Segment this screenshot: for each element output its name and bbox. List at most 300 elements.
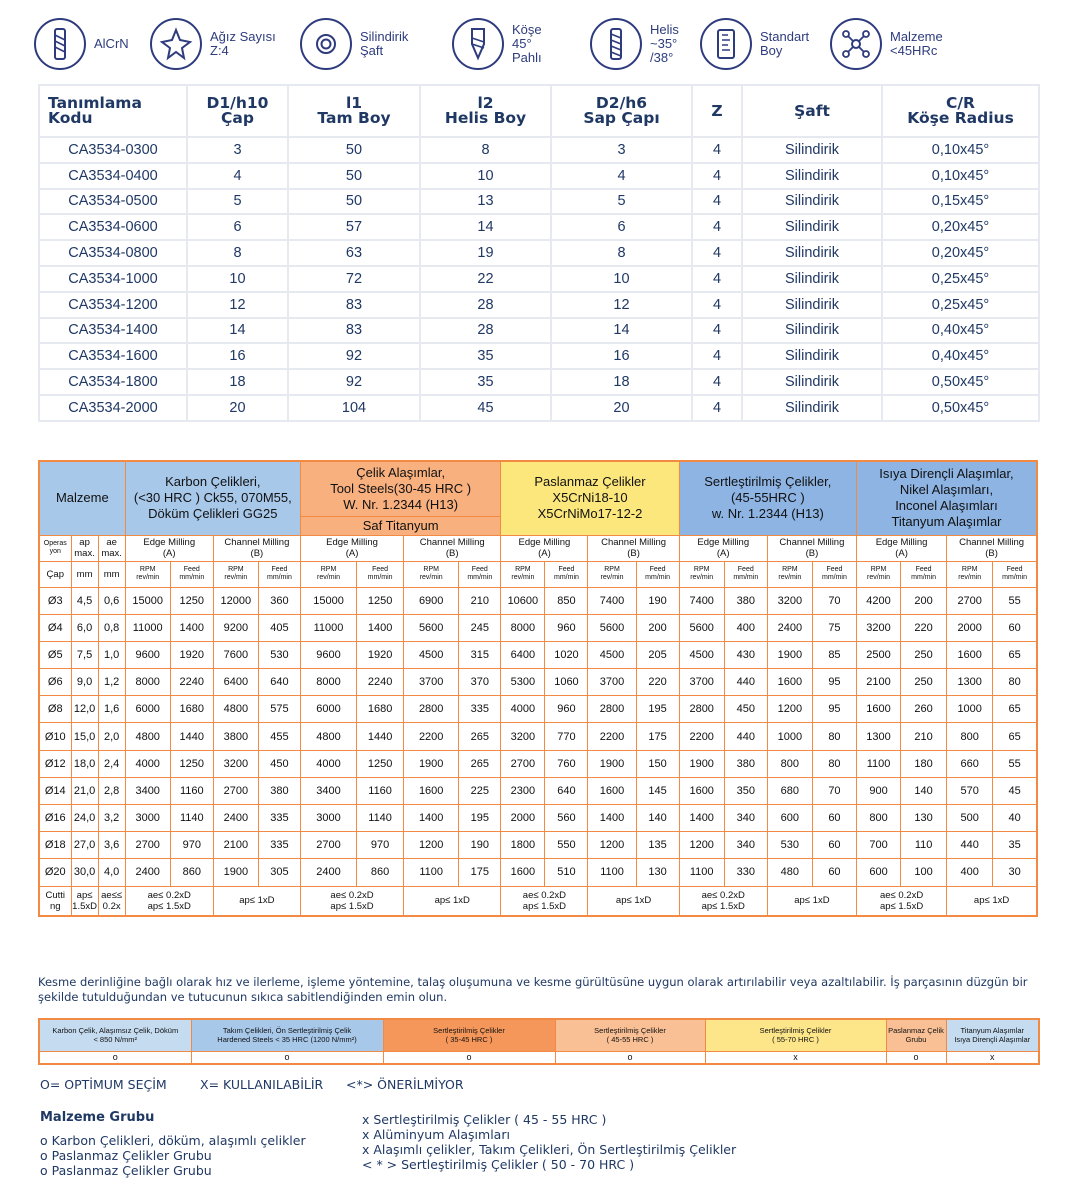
table-cell: 440 [947, 832, 993, 859]
table-cell: 9600 [300, 641, 356, 668]
table-cell: Silindirik [742, 343, 882, 369]
table-cell: 83 [288, 292, 420, 318]
table-cell: 9200 [213, 614, 258, 641]
table-cell: 0,10x45° [882, 137, 1039, 163]
table-cell: 60 [993, 614, 1037, 641]
table-cell: 14 [551, 318, 692, 344]
table-cell: 28 [420, 292, 551, 318]
table-cell: 860 [357, 859, 404, 886]
table-row [39, 343, 1039, 369]
table-cell: 2400 [300, 859, 356, 886]
table-row [39, 318, 1039, 344]
cutting-label: Cutti ng [39, 886, 71, 916]
table-cell: 175 [459, 859, 501, 886]
table-cell: 2100 [856, 669, 900, 696]
table-cell: 800 [856, 805, 900, 832]
table-cell: 5600 [679, 614, 724, 641]
table-cell: 1200 [767, 696, 812, 723]
table-cell: 12,0 [71, 696, 98, 723]
table-row [39, 750, 1037, 777]
table-cell: 3,6 [98, 832, 125, 859]
table-row [39, 859, 1037, 886]
table-cell: 1160 [357, 777, 404, 804]
table-cell: 3200 [767, 587, 812, 614]
table-cell: 18 [551, 369, 692, 395]
table-cell: 7,5 [71, 641, 98, 668]
group-hardened: Sertleştirilmiş Çelikler, (45-55HRC ) w. Nr. 1.2344 (H13) [679, 461, 856, 535]
rpm-label: RPM rev/min [588, 561, 636, 587]
table-cell: 12 [551, 292, 692, 318]
table-cell: 135 [636, 832, 679, 859]
unit-row [39, 561, 1037, 587]
table-cell: 95 [812, 696, 856, 723]
table-cell: 83 [288, 318, 420, 344]
table-cell: Silindirik [742, 163, 882, 189]
table-cell: 640 [545, 777, 588, 804]
table-cell: 360 [258, 587, 300, 614]
table-cell: 0,10x45° [882, 163, 1039, 189]
material-group-item: o Paslanmaz Çelikler Grubu [40, 1163, 212, 1178]
table-row [39, 163, 1039, 189]
table-cell: 3800 [213, 723, 258, 750]
table-cell: 4 [692, 240, 742, 266]
table-cell: 140 [636, 805, 679, 832]
edge-milling-label: Edge Milling (A) [856, 535, 946, 561]
table-cell: 1900 [767, 641, 812, 668]
table-cell: 5600 [404, 614, 459, 641]
edge-milling-label: Edge Milling (A) [679, 535, 767, 561]
table-cell: Silindirik [742, 266, 882, 292]
table-cell: 1800 [501, 832, 545, 859]
table-cell: 4 [551, 163, 692, 189]
table-cell: 210 [901, 723, 947, 750]
table-cell: 245 [459, 614, 501, 641]
table-cell: 19 [420, 240, 551, 266]
feed-label: Feed mm/min [170, 561, 213, 587]
table-cell: 92 [288, 343, 420, 369]
ops-label: Operas yon [39, 535, 71, 561]
table-cell: Ø14 [39, 777, 71, 804]
table-cell: 4000 [125, 750, 170, 777]
table-cell: 2,8 [98, 777, 125, 804]
table-cell: 3700 [588, 669, 636, 696]
cutting-edge-params: ae≤ 0.2xD ap≤ 1.5xD [856, 886, 946, 916]
material-molecule-icon [830, 18, 882, 70]
table-cell: 6400 [501, 641, 545, 668]
feed-label: Feed mm/min [724, 561, 767, 587]
flutes-label: Ağız Sayısı Z:4 [210, 29, 276, 58]
table-cell: 1600 [501, 859, 545, 886]
table-cell: 250 [901, 641, 947, 668]
cutting-channel-params: ap≤ 1xD [404, 886, 501, 916]
table-cell: 80 [812, 723, 856, 750]
table-cell: 530 [767, 832, 812, 859]
feed-label: Feed mm/min [357, 561, 404, 587]
table-cell: Silindirik [742, 318, 882, 344]
table-cell: 8 [420, 137, 551, 163]
group-header-row [39, 461, 1037, 516]
table-cell: 16 [551, 343, 692, 369]
table-cell: Ø4 [39, 614, 71, 641]
table-cell: 205 [636, 641, 679, 668]
table-cell: 2300 [501, 777, 545, 804]
table-cell: 1400 [404, 805, 459, 832]
table-cell: 75 [812, 614, 856, 641]
cutting-ae: ae≤≤ 0.2x [98, 886, 125, 916]
table-cell: 315 [459, 641, 501, 668]
table-cell: 4800 [125, 723, 170, 750]
helix-label: Helis ~35° /38° [650, 22, 679, 65]
table-cell: 305 [258, 859, 300, 886]
table-cell: 2000 [501, 805, 545, 832]
table-cell: 430 [724, 641, 767, 668]
group-alloy-steels: Çelik Alaşımlar, Tool Steels(30-45 HRC ) W. Nr. 1.2344 (H13) [300, 461, 500, 516]
table-cell: 2100 [213, 832, 258, 859]
table-cell: 4,5 [71, 587, 98, 614]
shank-feature [300, 14, 408, 74]
header-d1: D1/h10 Çap [187, 85, 288, 137]
header-l2: l2 Helis Boy [420, 85, 551, 137]
table-cell: 450 [258, 750, 300, 777]
table-cell: 1140 [357, 805, 404, 832]
table-cell: 660 [947, 750, 993, 777]
table-cell: 1200 [404, 832, 459, 859]
table-row [39, 240, 1039, 266]
length-feature [700, 14, 809, 74]
table-cell: Ø18 [39, 832, 71, 859]
operation-row [39, 535, 1037, 561]
feed-label: Feed mm/min [459, 561, 501, 587]
table-cell: 960 [545, 696, 588, 723]
table-cell: 4 [692, 318, 742, 344]
table-cell: 190 [459, 832, 501, 859]
table-cell: 110 [901, 832, 947, 859]
table-cell: 14 [187, 318, 288, 344]
table-cell: 4 [692, 343, 742, 369]
cutting-channel-params: ap≤ 1xD [947, 886, 1037, 916]
table-cell: 14 [420, 214, 551, 240]
cutting-edge-params: ae≤ 0.2xD ap≤ 1.5xD [300, 886, 403, 916]
table-cell: 1250 [357, 750, 404, 777]
table-cell: 370 [459, 669, 501, 696]
table-cell: 50 [288, 189, 420, 215]
cylindrical-shank-icon [300, 18, 352, 70]
table-cell: 335 [258, 832, 300, 859]
table-cell: 95 [812, 669, 856, 696]
table-cell: 220 [636, 669, 679, 696]
table-cell: 11000 [125, 614, 170, 641]
table-cell: 2500 [856, 641, 900, 668]
table-cell: 6400 [213, 669, 258, 696]
table-cell: Ø8 [39, 696, 71, 723]
table-cell: 1250 [357, 587, 404, 614]
table-cell: 1000 [767, 723, 812, 750]
table-cell: 195 [636, 696, 679, 723]
table-cell: 9600 [125, 641, 170, 668]
table-cell: 3200 [213, 750, 258, 777]
table-cell: 1680 [357, 696, 404, 723]
table-cell: 9,0 [71, 669, 98, 696]
material-group-item: < * > Sertleştirilmiş Çelikler ( 50 - 70 HRC ) [362, 1157, 635, 1172]
table-cell: 340 [724, 805, 767, 832]
table-cell: 2200 [588, 723, 636, 750]
table-cell: 4200 [856, 587, 900, 614]
table-cell: CA3534-1200 [39, 292, 187, 318]
group-stainless: Paslanmaz Çelikler X5CrNi18-10 X5CrNiMo17-12-2 [501, 461, 679, 535]
table-cell: 265 [459, 723, 501, 750]
header-d2: D2/h6 Sap Çapı [551, 85, 692, 137]
table-cell: 1900 [588, 750, 636, 777]
table-cell: 50 [288, 137, 420, 163]
table-cell: 4 [692, 292, 742, 318]
table-cell: 1200 [588, 832, 636, 859]
table-cell: 63 [288, 240, 420, 266]
corner-feature [452, 14, 542, 74]
table-cell: 3 [551, 137, 692, 163]
feed-label: Feed mm/min [636, 561, 679, 587]
table-cell: 12000 [213, 587, 258, 614]
table-cell: 1060 [545, 669, 588, 696]
table-cell: CA3534-1400 [39, 318, 187, 344]
table-cell: 45 [993, 777, 1037, 804]
table-cell: 5 [187, 189, 288, 215]
table-cell: 860 [170, 859, 213, 886]
table-cell: 2240 [357, 669, 404, 696]
table-cell: Ø20 [39, 859, 71, 886]
table-cell: 405 [258, 614, 300, 641]
table-cell: 70 [812, 587, 856, 614]
table-cell: 1920 [357, 641, 404, 668]
table-row [39, 369, 1039, 395]
table-cell: CA3534-1600 [39, 343, 187, 369]
suitability-header: Sertleştirilmiş Çelikler ( 55-70 HRC ) [705, 1019, 886, 1051]
table-cell: 0,20x45° [882, 240, 1039, 266]
table-cell: 2,4 [98, 750, 125, 777]
table-cell: 0,15x45° [882, 189, 1039, 215]
rpm-label: RPM rev/min [679, 561, 724, 587]
table-cell: 500 [947, 805, 993, 832]
table-cell: 70 [812, 777, 856, 804]
table-cell: 12 [187, 292, 288, 318]
table-row [39, 696, 1037, 723]
table-cell: 1200 [679, 832, 724, 859]
table-cell: 1600 [404, 777, 459, 804]
table-cell: 40 [993, 805, 1037, 832]
table-cell: 700 [856, 832, 900, 859]
table-cell: 10600 [501, 587, 545, 614]
table-cell: 8000 [300, 669, 356, 696]
channel-milling-label: Channel Milling (B) [213, 535, 300, 561]
table-cell: 15,0 [71, 723, 98, 750]
table-cell: 1,6 [98, 696, 125, 723]
cutting-channel-params: ap≤ 1xD [588, 886, 679, 916]
table-cell: 440 [724, 669, 767, 696]
dimensions-table [38, 84, 1040, 422]
material-group-item: o Karbon Çelikleri, döküm, alaşımlı çelikler [40, 1133, 306, 1148]
table-cell: 960 [545, 614, 588, 641]
table-cell: 550 [545, 832, 588, 859]
table-cell: 380 [258, 777, 300, 804]
table-cell: 440 [724, 723, 767, 750]
table-cell: 20 [551, 395, 692, 421]
table-cell: 400 [724, 614, 767, 641]
table-cell: 225 [459, 777, 501, 804]
table-cell: 800 [947, 723, 993, 750]
table-cell: 330 [724, 859, 767, 886]
table-cell: 1400 [170, 614, 213, 641]
table-cell: 1250 [170, 587, 213, 614]
table-cell: 4 [692, 214, 742, 240]
table-cell: 100 [901, 859, 947, 886]
table-cell: 85 [812, 641, 856, 668]
table-cell: 1250 [170, 750, 213, 777]
table-cell: 800 [767, 750, 812, 777]
table-cell: 7400 [679, 587, 724, 614]
table-cell: 21,0 [71, 777, 98, 804]
table-cell: 3700 [679, 669, 724, 696]
table-cell: 2200 [679, 723, 724, 750]
table-cell: 600 [856, 859, 900, 886]
table-cell: 10 [187, 266, 288, 292]
legend-not-recommended: <*> ÖNERİLMİYOR [346, 1077, 464, 1092]
table-row [39, 292, 1039, 318]
table-cell: 4000 [501, 696, 545, 723]
table-cell: 4000 [300, 750, 356, 777]
table-cell: 455 [258, 723, 300, 750]
corner-label: Köşe 45° Pahlı [512, 22, 542, 65]
table-cell: 1680 [170, 696, 213, 723]
table-cell: 3000 [300, 805, 356, 832]
table-cell: 6 [187, 214, 288, 240]
table-cell: 380 [724, 750, 767, 777]
table-cell: 4800 [300, 723, 356, 750]
edge-milling-label: Edge Milling (A) [125, 535, 213, 561]
table-cell: 2200 [404, 723, 459, 750]
table-cell: 3000 [125, 805, 170, 832]
cutting-ap: ap≤ 1.5xD [71, 886, 98, 916]
table-cell: 1920 [170, 641, 213, 668]
table-cell: 1300 [947, 669, 993, 696]
table-cell: Silindirik [742, 137, 882, 163]
table-row [39, 669, 1037, 696]
table-cell: 0,40x45° [882, 343, 1039, 369]
cutting-row [39, 886, 1037, 916]
material-group-item: x Sertleştirilmiş Çelikler ( 45 - 55 HRC ) [362, 1112, 607, 1127]
table-cell: 265 [459, 750, 501, 777]
table-cell: Silindirik [742, 240, 882, 266]
table-cell: 6,0 [71, 614, 98, 641]
table-cell: 13 [420, 189, 551, 215]
table-row [39, 723, 1037, 750]
suitability-value: o [383, 1051, 555, 1064]
table-cell: 1440 [170, 723, 213, 750]
table-cell: 2240 [170, 669, 213, 696]
cutting-channel-params: ap≤ 1xD [767, 886, 856, 916]
suitability-value: o [555, 1051, 705, 1064]
header-shank: Şaft [742, 85, 882, 137]
helix-angle-icon [590, 18, 642, 70]
table-cell: CA3534-0800 [39, 240, 187, 266]
length-label: Standart Boy [760, 29, 810, 58]
table-cell: 400 [947, 859, 993, 886]
table-cell: 104 [288, 395, 420, 421]
suitability-value: o [39, 1051, 191, 1064]
rpm-label: RPM rev/min [856, 561, 900, 587]
table-cell: 65 [993, 641, 1037, 668]
table-row [39, 777, 1037, 804]
table-cell: 60 [812, 859, 856, 886]
table-cell: 600 [767, 805, 812, 832]
table-cell: 1400 [679, 805, 724, 832]
table-row [39, 137, 1039, 163]
malzeme-cell: Malzeme [39, 461, 125, 535]
table-cell: 1020 [545, 641, 588, 668]
table-cell: 92 [288, 369, 420, 395]
table-cell: 2800 [588, 696, 636, 723]
table-cell: 3400 [125, 777, 170, 804]
table-cell: 6000 [300, 696, 356, 723]
suitability-table [38, 1018, 1040, 1065]
rpm-label: RPM rev/min [767, 561, 812, 587]
table-cell: 0,25x45° [882, 266, 1039, 292]
table-cell: 770 [545, 723, 588, 750]
header-code: Tanımlama Kodu [39, 85, 187, 137]
table-cell: 0,25x45° [882, 292, 1039, 318]
table-cell: 11000 [300, 614, 356, 641]
material-label: Malzeme <45HRc [890, 29, 943, 58]
table-cell: 1,0 [98, 641, 125, 668]
table-cell: 6900 [404, 587, 459, 614]
table-cell: 760 [545, 750, 588, 777]
table-cell: 0,50x45° [882, 369, 1039, 395]
table-row [39, 614, 1037, 641]
table-cell: 2700 [947, 587, 993, 614]
table-cell: 3700 [404, 669, 459, 696]
table-cell: CA3534-0500 [39, 189, 187, 215]
suitability-header: Sertleştirilmiş Çelikler ( 35-45 HRC ) [383, 1019, 555, 1051]
table-cell: 210 [459, 587, 501, 614]
table-row [39, 266, 1039, 292]
edge-milling-label: Edge Milling (A) [300, 535, 403, 561]
table-cell: 450 [724, 696, 767, 723]
table-cell: 1160 [170, 777, 213, 804]
flutes-feature [150, 14, 276, 74]
table-cell: Silindirik [742, 395, 882, 421]
table-cell: 1140 [170, 805, 213, 832]
table-cell: 7400 [588, 587, 636, 614]
table-cell: 65 [993, 696, 1037, 723]
table-cell: 10 [420, 163, 551, 189]
rpm-label: RPM rev/min [947, 561, 993, 587]
table-cell: 4800 [213, 696, 258, 723]
table-cell: 1600 [856, 696, 900, 723]
table-cell: 2700 [501, 750, 545, 777]
table-cell: 2,0 [98, 723, 125, 750]
flute-count-icon [150, 18, 202, 70]
header-z: Z [692, 85, 742, 137]
table-row [39, 832, 1037, 859]
table-cell: CA3534-1800 [39, 369, 187, 395]
rpm-label: RPM rev/min [501, 561, 545, 587]
table-cell: 1440 [357, 723, 404, 750]
rpm-label: RPM rev/min [300, 561, 356, 587]
material-group-title: Malzeme Grubu [40, 1110, 155, 1125]
table-cell: 27,0 [71, 832, 98, 859]
table-cell: 60 [812, 832, 856, 859]
table-cell: 200 [901, 587, 947, 614]
suitability-header: Takım Çelikleri, Ön Sertleştirilmiş Çelik Hardened Steels < 35 HRC (1200 N/mm²) [191, 1019, 383, 1051]
table-cell: 45 [420, 395, 551, 421]
